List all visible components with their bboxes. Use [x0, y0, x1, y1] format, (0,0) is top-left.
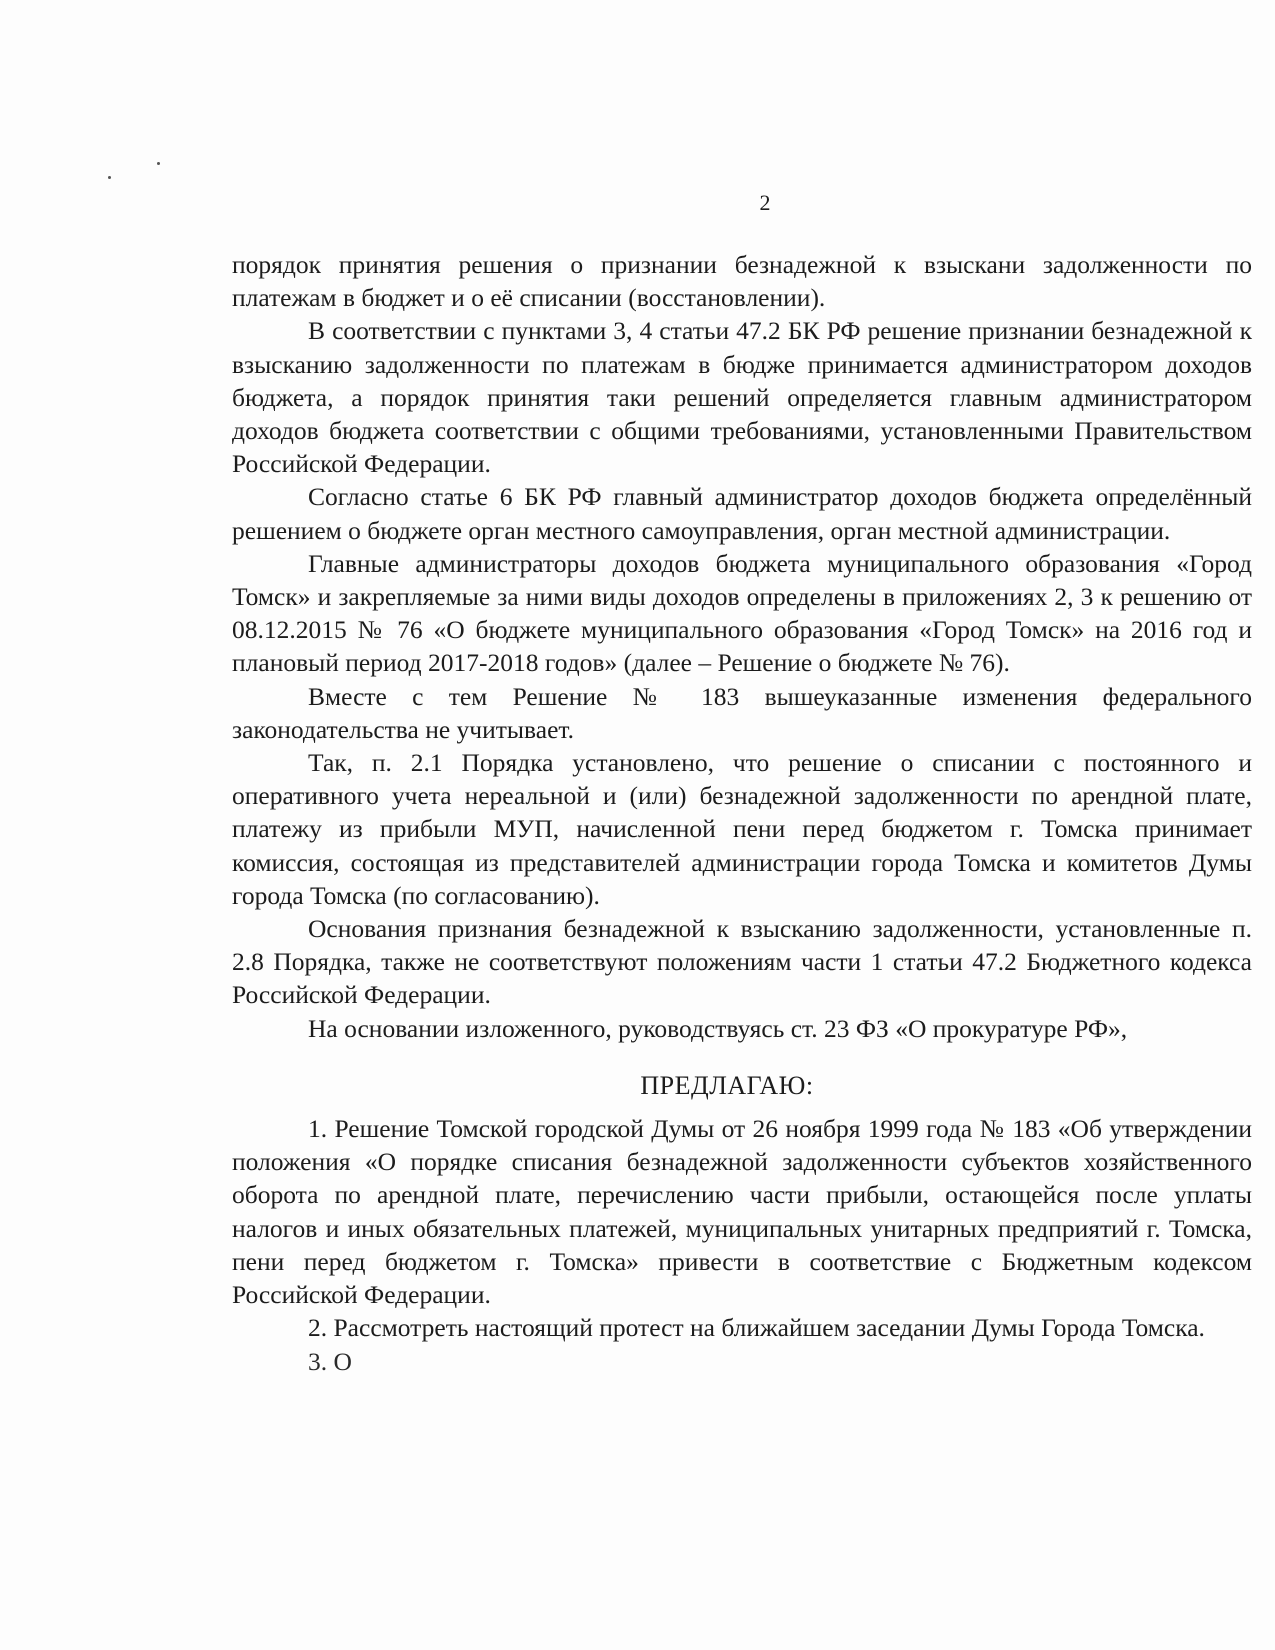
scan-speck [157, 162, 160, 165]
paragraph: Вместе с тем Решение № 183 вышеуказанные изменения федерального законодательства не учитывает. [232, 681, 1252, 744]
page-number: 2 [759, 190, 771, 215]
paragraph: Так, п. 2.1 Порядка установлено, что решение о списании с постоянного и оперативного учета нереальной и (или) безнадежной задолженности по арендной плате, платежу из прибыли МУП, начисленной пени перед бюджетом г. Томска принимает комиссия, состоящая из представителей администрации города Томска и комитетов Думы города Томска (по согласованию). [232, 748, 1252, 910]
paragraph: На основании изложенного, руководствуясь ст. 23 ФЗ «О прокуратуре РФ», [308, 1013, 1128, 1043]
cut-off-line: 3. О [308, 1346, 352, 1376]
paragraph: Основания признания безнадежной к взысканию задолженности, установленные п. 2.8 Порядка, также не соответствуют положениям части 1 статьи 47.2 Бюджетного кодекса Российской Федерации. [232, 914, 1252, 1010]
scan-speck [108, 176, 111, 179]
paragraph: В соответствии с пунктами 3, 4 статьи 47.2 БК РФ решение признании безнадежной к взысканию задолженности по платежам в бюдже принимается администратором доходов бюджета, а порядок принятия таки решений определяется главным администратором доходов бюджета соответствии с общими требованиями, установленными Правительством Российской Федерации. [232, 316, 1252, 479]
paragraph: Согласно статье 6 БК РФ главный администратор доходов бюджета определённый решением о бюджете орган местного самоуправления, орган местной администрации. [232, 482, 1252, 545]
paragraph: Главные администраторы доходов бюджета муниципального образования «Город Томск» и закрепляемые за ними виды доходов определены в приложениях 2, 3 к решению от 08.12.2015 № 76 «О бюджете муниципального образования «Город Томск» на 2016 год и плановый период 2017-2018 годов» (далее – Решение о бюджете № 76). [232, 548, 1252, 678]
section-heading: ПРЕДЛАГАЮ: [640, 1070, 814, 1100]
paragraph: порядок принятия решения о признании безнадежной к взыскани задолженности по платежам в бюджет и о её списании (восстановлении). [232, 250, 1252, 313]
list-item: 1. Решение Томской городской Думы от 26 ноября 1999 года № 183 «Об утверждении положения «О порядке списания безнадежной задолженности субъектов хозяйственного оборота по арендной плате, перечислению части прибыли, остающейся после уплаты налогов и иных обязательных платежей, муниципальных унитарных предприятий г. Томска, пени перед бюджетом г. Томска» привести в соответствие с Бюджетным кодексом Российской Федерации. [232, 1114, 1252, 1310]
document-body [232, 248, 1252, 1378]
list-item: 2. Рассмотреть настоящий протест на ближайшем заседании Думы Города Томска. [308, 1313, 1205, 1343]
